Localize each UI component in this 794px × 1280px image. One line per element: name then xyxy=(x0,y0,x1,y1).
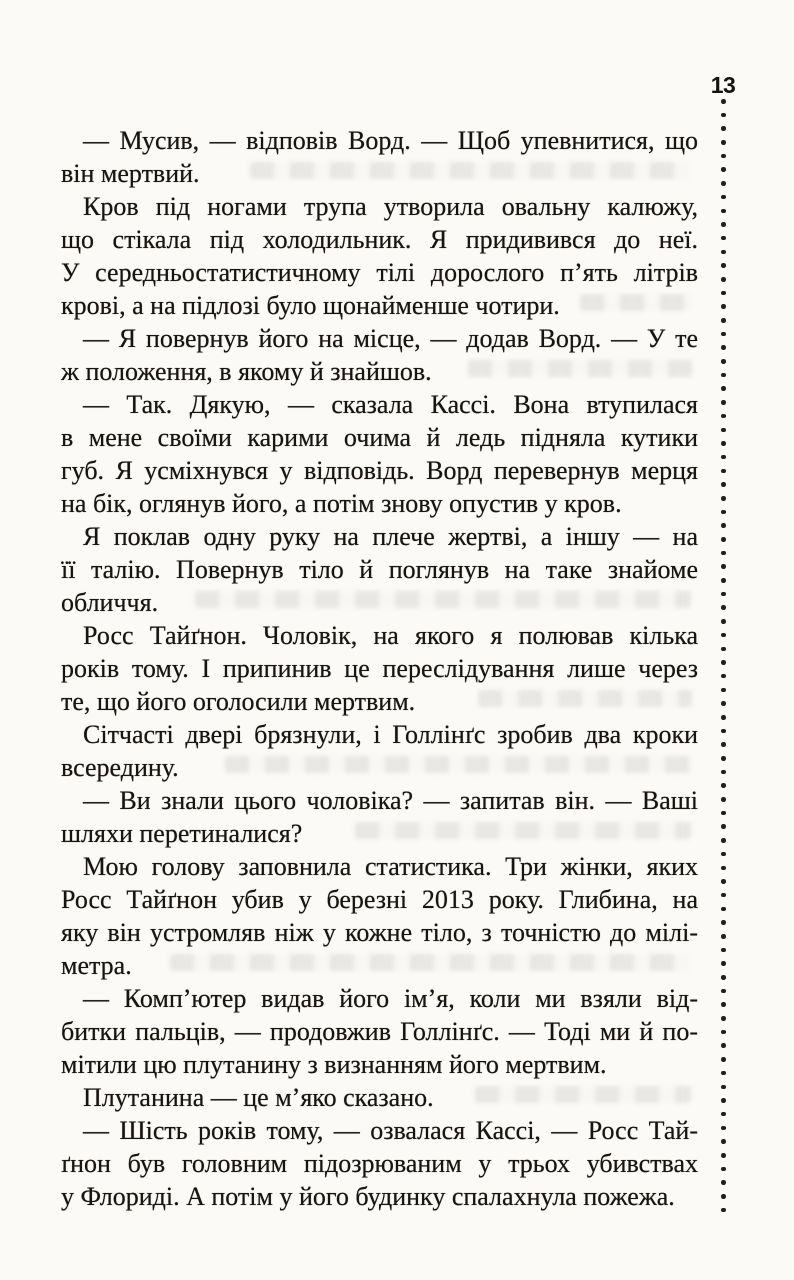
margin-dot xyxy=(721,852,726,857)
margin-dot xyxy=(721,304,726,309)
text-line: ґнон був головним підозрюваним у трьох убивствах xyxy=(61,1149,698,1178)
margin-dot xyxy=(721,1208,726,1213)
margin-dot xyxy=(721,1126,726,1131)
text-line: Росс Тайґнон. Чоловік, на якого я полював кілька xyxy=(83,621,698,650)
text-line: ж положення, в якому й знайшов. xyxy=(61,357,432,386)
margin-dot xyxy=(721,469,726,474)
text-line: він мертвий. xyxy=(61,159,200,188)
margin-dot xyxy=(721,414,726,419)
margin-dot xyxy=(721,1139,726,1144)
text-line: губ. Я усміхнувся у відповідь. Ворд перевернув мерця xyxy=(61,456,698,485)
dotted-margin-rule xyxy=(720,99,727,1213)
text-line: битки пальців, — продовжив Голлінґс. — Тоді ми й по- xyxy=(61,1017,698,1046)
margin-dot xyxy=(721,523,726,528)
margin-dot xyxy=(721,1016,726,1021)
margin-dot xyxy=(721,619,726,624)
margin-dot xyxy=(721,756,726,761)
margin-dot xyxy=(721,154,726,159)
text-line: — Ви знали цього чоловіка? — запитав він. — Ваші xyxy=(83,786,698,815)
text-line: обличчя. xyxy=(61,588,159,617)
margin-dot xyxy=(721,236,726,241)
margin-dot xyxy=(721,113,726,118)
paragraph xyxy=(61,388,698,520)
margin-dot xyxy=(721,715,726,720)
margin-dot xyxy=(721,1180,726,1185)
paragraph xyxy=(61,520,698,619)
margin-dot xyxy=(721,633,726,638)
margin-dot xyxy=(721,496,726,501)
paragraph xyxy=(61,124,698,190)
text-line: — Я повернув його на місце, — додав Ворд. — У те xyxy=(83,324,698,353)
margin-dot xyxy=(721,811,726,816)
paragraph xyxy=(61,1114,698,1213)
paragraph xyxy=(61,784,698,850)
text-line: те, що його оголосили мертвим. xyxy=(61,687,416,716)
text-line: Плутанина — це м’яко сказано. xyxy=(83,1083,434,1112)
margin-dot xyxy=(721,250,726,255)
paragraph xyxy=(61,982,698,1081)
paragraph xyxy=(61,322,698,388)
margin-dot xyxy=(721,578,726,583)
margin-dot xyxy=(721,1002,726,1007)
margin-dot xyxy=(721,209,726,214)
page-number: 13 xyxy=(710,72,736,98)
margin-dot xyxy=(721,893,726,898)
text-line: мітили цю плутанину з визнанням його мертвим. xyxy=(61,1050,607,1079)
paragraph xyxy=(61,1081,698,1114)
margin-dot xyxy=(721,222,726,227)
margin-dot xyxy=(721,537,726,542)
margin-dot xyxy=(721,564,726,569)
margin-dot xyxy=(721,1085,726,1090)
text-line: — Так. Дякую, — сказала Кассі. Вона втупилася xyxy=(83,390,698,419)
margin-dot xyxy=(721,605,726,610)
margin-dot xyxy=(721,1194,726,1199)
margin-dot xyxy=(721,948,726,953)
text-line: років тому. І припинив це переслідування лише через xyxy=(61,654,698,683)
text-line: Сітчасті двері брязнули, і Голлінґс зробив два кроки xyxy=(83,720,698,749)
margin-dot xyxy=(721,140,726,145)
margin-dot xyxy=(721,934,726,939)
margin-dot xyxy=(721,332,726,337)
margin-dot xyxy=(721,126,726,131)
margin-dot xyxy=(721,181,726,186)
margin-dot xyxy=(721,345,726,350)
margin-dot xyxy=(721,263,726,268)
margin-dot xyxy=(721,688,726,693)
margin-dot xyxy=(721,510,726,515)
margin-dot xyxy=(721,1071,726,1076)
margin-dot xyxy=(721,1030,726,1035)
text-line: її талію. Повернув тіло й поглянув на таке знайоме xyxy=(61,555,698,584)
margin-dot xyxy=(721,373,726,378)
text-line: Мою голову заповнила статистика. Три жінки, яких xyxy=(83,852,698,881)
text-line: Росс Тайґнон убив у березні 2013 року. Глибина, на xyxy=(61,885,698,914)
text-line: Кров під ногами трупа утворила овальну калюжу, xyxy=(83,192,698,221)
text-line: що стікала під холодильник. Я придивився до неї. xyxy=(61,225,698,254)
margin-dot xyxy=(721,674,726,679)
margin-dot xyxy=(721,551,726,556)
margin-dot xyxy=(721,99,726,104)
margin-dot xyxy=(721,1057,726,1062)
text-line: — Комп’ютер видав його ім’я, коли ми взяли від- xyxy=(83,984,698,1013)
margin-dot xyxy=(721,783,726,788)
margin-dot xyxy=(721,866,726,871)
margin-dot xyxy=(721,1098,726,1103)
margin-dot xyxy=(721,1153,726,1158)
paragraph xyxy=(61,718,698,784)
margin-dot xyxy=(721,291,726,296)
margin-dot xyxy=(721,195,726,200)
margin-dot xyxy=(721,989,726,994)
margin-dot xyxy=(721,797,726,802)
margin-dot xyxy=(721,824,726,829)
body-text xyxy=(61,124,698,1213)
margin-dot xyxy=(721,386,726,391)
margin-dot xyxy=(721,729,726,734)
paragraph xyxy=(61,619,698,718)
text-line: — Шість років тому, — озвалася Кассі, — Росс Тай- xyxy=(83,1116,698,1145)
margin-dot xyxy=(721,701,726,706)
margin-dot xyxy=(721,838,726,843)
text-line: всередину. xyxy=(61,753,179,782)
margin-dot xyxy=(721,770,726,775)
margin-dot xyxy=(721,1043,726,1048)
margin-dot xyxy=(721,975,726,980)
margin-dot xyxy=(721,879,726,884)
margin-dot xyxy=(721,455,726,460)
text-line: метра. xyxy=(61,951,132,980)
margin-dot xyxy=(721,441,726,446)
margin-dot xyxy=(721,277,726,282)
margin-dot xyxy=(721,482,726,487)
margin-dot xyxy=(721,428,726,433)
margin-dot xyxy=(721,1112,726,1117)
paragraph xyxy=(61,850,698,982)
margin-dot xyxy=(721,592,726,597)
text-line: яку він устромляв ніж у кожне тіло, з точністю до мілі- xyxy=(61,918,698,947)
margin-dot xyxy=(721,742,726,747)
margin-dot xyxy=(721,907,726,912)
margin-dot xyxy=(721,961,726,966)
text-line: на бік, оглянув його, а потім знову опустив у кров. xyxy=(61,489,622,518)
margin-dot xyxy=(721,167,726,172)
margin-dot xyxy=(721,400,726,405)
margin-dot xyxy=(721,1167,726,1172)
text-line: — Мусив, — відповів Ворд. — Щоб упевнитися, що xyxy=(83,126,698,155)
text-line: крові, а на підлозі було щонайменше чотири. xyxy=(61,291,560,320)
text-line: Я поклав одну руку на плече жертві, а іншу — на xyxy=(83,522,698,551)
text-line: в мене своїми карими очима й ледь підняла кутики xyxy=(61,423,698,452)
text-line: шляхи перетиналися? xyxy=(61,819,303,848)
margin-dot xyxy=(721,660,726,665)
text-line: у Флориді. А потім у його будинку спалахнула пожежа. xyxy=(61,1182,675,1211)
margin-dot xyxy=(721,647,726,652)
margin-dot xyxy=(721,318,726,323)
margin-dot xyxy=(721,920,726,925)
margin-dot xyxy=(721,359,726,364)
paragraph xyxy=(61,190,698,322)
text-line: У середньостатистичному тілі дорослого п’ять літрів xyxy=(61,258,698,287)
